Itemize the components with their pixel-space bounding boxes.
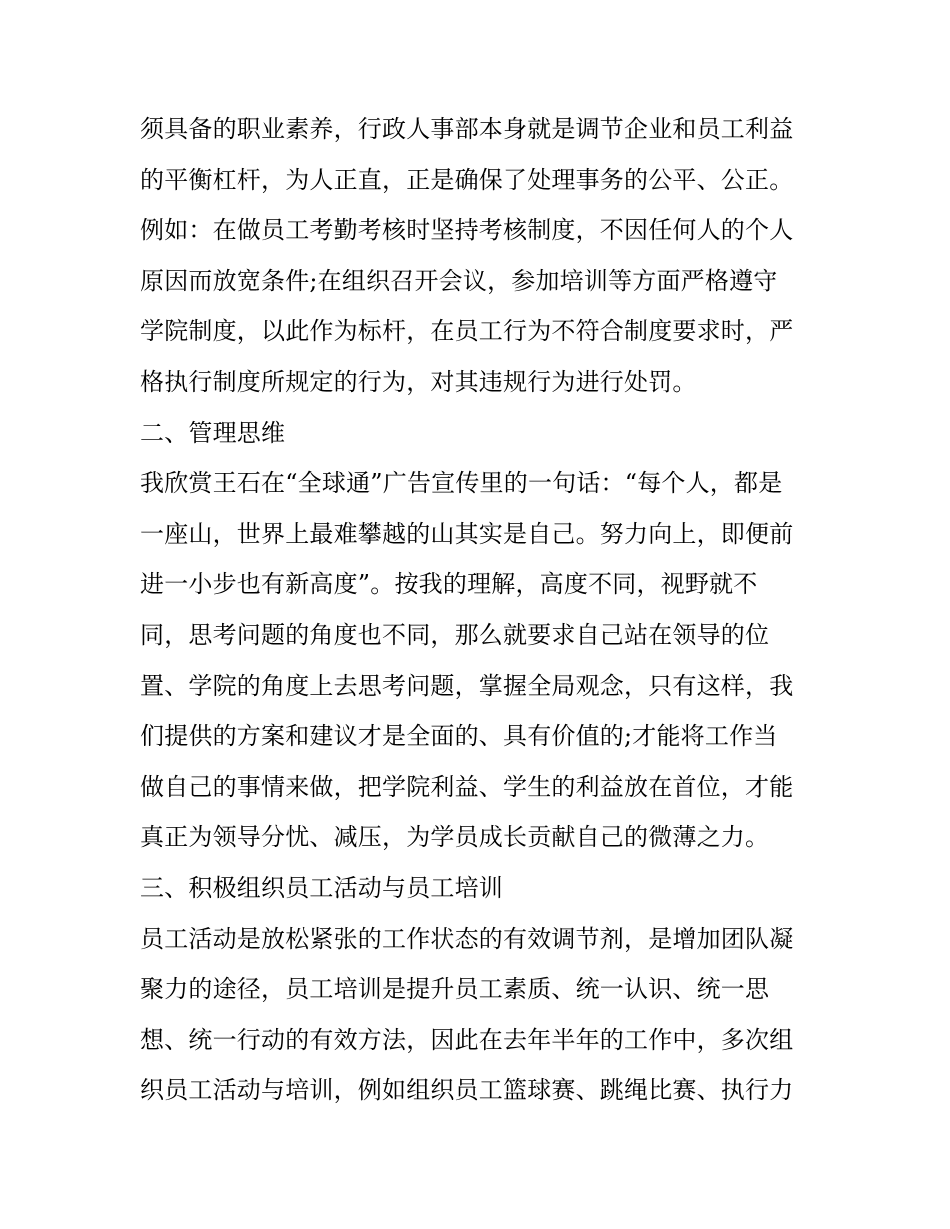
section-heading: 二、管理思维 <box>140 418 286 447</box>
text-line: 做自己的事情来做，把学院利益、学生的利益放在首位，才能 <box>140 772 794 801</box>
text-line: 的平衡杠杆，为人正直，正是确保了处理事务的公平、公正。 <box>140 165 794 194</box>
document-page <box>140 104 820 1116</box>
section-heading: 三、积极组织员工活动与员工培训 <box>140 873 503 902</box>
text-line: 进一小步也有新高度”。按我的理解，高度不同，视野就不 <box>140 570 758 599</box>
text-line: 想、统一行动的有效方法，因此在去年半年的工作中，多次组 <box>140 1025 794 1054</box>
text-line: 例如：在做员工考勤考核时坚持考核制度，不因任何人的个人 <box>140 216 794 245</box>
text-line: 置、学院的角度上去思考问题，掌握全局观念，只有这样，我 <box>140 671 794 700</box>
text-line: 一座山，世界上最难攀越的山其实是自己。努力向上，即便前 <box>140 519 794 548</box>
text-line: 须具备的职业素养，行政人事部本身就是调节企业和员工利益 <box>140 115 794 143</box>
text-line: 格执行制度所规定的行为，对其违规行为进行处罚。 <box>140 367 697 396</box>
text-line: 员工活动是放松紧张的工作状态的有效调节剂，是增加团队凝 <box>140 924 794 953</box>
text-line: 学院制度，以此作为标杆，在员工行为不符合制度要求时，严 <box>140 317 794 346</box>
text-line: 真正为领导分忧、减压，为学员成长贡献自己的微薄之力。 <box>140 823 770 852</box>
text-line: 们提供的方案和建议才是全面的、具有价值的;才能将工作当 <box>140 722 778 751</box>
text-line: 同，思考问题的角度也不同，那么就要求自己站在领导的位 <box>140 620 770 649</box>
text-line: 织员工活动与培训，例如组织员工篮球赛、跳绳比赛、执行力 <box>140 1076 794 1105</box>
text-line: 原因而放宽条件;在组织召开会议，参加培训等方面严格遵守 <box>140 266 778 295</box>
text-line: 我欣赏王石在“全球通”广告宣传里的一句话：“每个人，都是 <box>140 469 783 498</box>
text-line: 聚力的途径，员工培训是提升员工素质、统一认识、统一思 <box>140 975 770 1004</box>
